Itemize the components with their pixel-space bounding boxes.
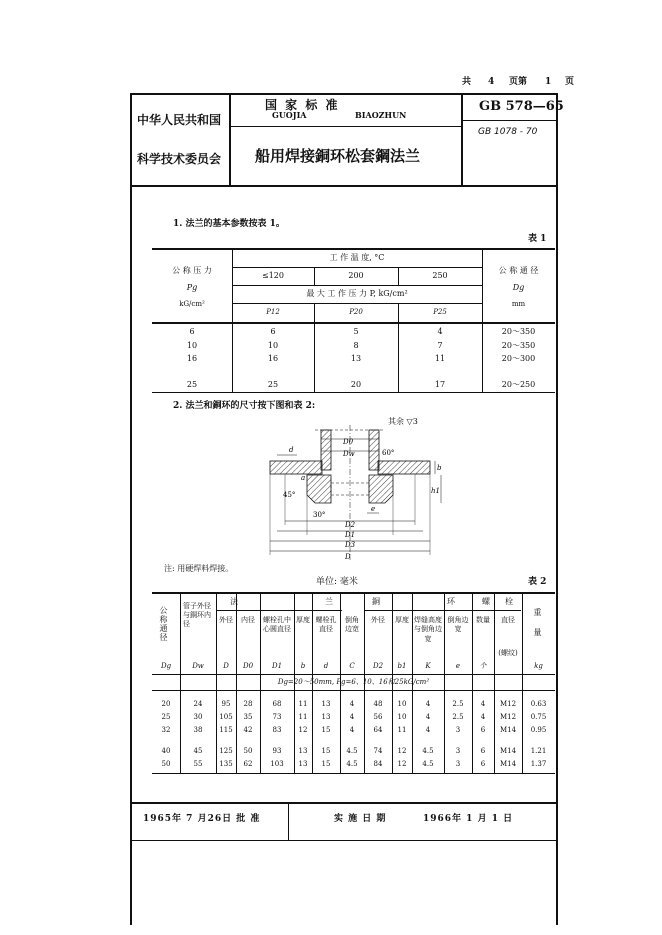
col-symbol: D (223, 662, 229, 670)
effective-label: 实 施 日 期 (334, 814, 387, 824)
table-cell: 0.95 (530, 726, 547, 734)
table-cell: 20～350 (501, 341, 536, 350)
page-num: 1 (545, 77, 552, 87)
table-cell: 25 (161, 713, 171, 721)
t1-temp-200: 200 (348, 271, 364, 280)
header-bottom (130, 185, 558, 187)
table-cell: 13 (298, 760, 308, 768)
table-cell: 3 (455, 760, 461, 768)
table-cell: 20 (161, 700, 171, 708)
table-cell: 11 (298, 700, 308, 708)
table-cell: 38 (193, 726, 203, 734)
dim-30: 30° (313, 511, 326, 519)
std-code: GB 578—65 (479, 99, 564, 114)
col-symbol: Dg (160, 662, 172, 670)
table-cell: 4 (480, 713, 486, 721)
table-cell: 50 (243, 747, 253, 755)
dim-d: d (289, 446, 294, 454)
col-symbol: d (323, 662, 329, 670)
table-cell: 4.5 (346, 760, 358, 768)
table-cell: 17 (434, 380, 446, 389)
t1-p25: P25 (433, 308, 447, 316)
table-cell: 4 (349, 700, 355, 708)
table-cell: 4 (349, 726, 355, 734)
t1-temp-250: 250 (432, 271, 448, 280)
table-cell: 73 (272, 713, 282, 721)
table-cell: 16 (267, 354, 279, 363)
table-cell: 55 (193, 760, 203, 768)
effective-date: 1966年 1 月 1 日 (423, 814, 514, 824)
table-cell: 56 (373, 713, 383, 721)
frame-right (556, 93, 558, 925)
table-cell: 6 (480, 726, 486, 734)
table-cell: 2.5 (452, 700, 464, 708)
t1-max-pressure: 最 大 工 作 压 力 P, kG/cm² (306, 289, 408, 298)
table-cell: 15 (321, 747, 331, 755)
table-cell: 16 (186, 354, 198, 363)
col-nominal: 公称通径 (159, 606, 168, 642)
table-cell: 64 (373, 726, 383, 734)
dim-b: b (437, 464, 442, 472)
col-symbol: b (300, 662, 306, 670)
org-line1: 中华人民共和国 (137, 113, 222, 127)
col-label: 内径 (241, 616, 255, 624)
t1-p12: P12 (266, 308, 280, 316)
col-label: 螺栓孔中心圆直径 (263, 616, 291, 634)
flange-drawing (255, 425, 445, 565)
col-weight: 重量 (533, 608, 542, 648)
col-symbol: D2 (372, 662, 384, 670)
table-cell: 125 (219, 747, 233, 755)
dim-D3: D3 (345, 541, 356, 549)
dim-D2: D2 (345, 521, 356, 529)
table-cell: 13 (321, 700, 331, 708)
table-cell: 84 (373, 760, 383, 768)
table-cell: 3 (455, 747, 461, 755)
table-cell: 28 (243, 700, 253, 708)
dim-h1: h1 (431, 487, 440, 495)
total-num: 4 (488, 77, 495, 87)
table-cell: 74 (373, 747, 383, 755)
table-cell: 42 (243, 726, 253, 734)
col-symbol: Dw (192, 662, 204, 670)
group-header: 螺 (482, 597, 490, 606)
frame-left (130, 93, 132, 925)
col-label: 厚度 (395, 616, 409, 624)
org-line2: 科学技术委员会 (137, 152, 222, 166)
code-hline (463, 120, 556, 121)
std-type-cn: 国 家 标 准 (265, 98, 340, 112)
col-label: 外径 (371, 616, 385, 624)
page-suffix: 页 (565, 77, 575, 87)
col-label: 焊缝高度与倒角边宽 (414, 616, 442, 643)
table-cell: 15 (321, 726, 331, 734)
dim-45: 45° (283, 491, 296, 499)
table-cell: 4 (425, 726, 431, 734)
table-cell: 13 (298, 747, 308, 755)
table-cell: 12 (298, 726, 308, 734)
table1-label: 表 1 (528, 234, 547, 244)
table-cell: 13 (321, 713, 331, 721)
table-cell: 103 (270, 760, 284, 768)
table2-label: 表 2 (528, 577, 547, 587)
table-cell: 24 (193, 700, 203, 708)
col-label: 螺栓孔直径 (315, 616, 337, 634)
col-label: 厚度 (296, 616, 310, 624)
t1-nd-unit: mm (511, 300, 526, 308)
table-cell: 8 (353, 341, 359, 350)
col-label: 倒角边宽 (447, 616, 469, 634)
table-cell: M12 (499, 713, 517, 721)
table-cell: 1.21 (530, 747, 547, 755)
page-label: 页第 (509, 77, 528, 87)
surface-finish: 其余 ▽3 (388, 417, 418, 426)
table-cell: M14 (499, 747, 517, 755)
table-cell: 50 (161, 760, 171, 768)
group-header: 兰 (325, 597, 333, 606)
table-cell: 0.63 (530, 700, 547, 708)
col-label: 倒角边宽 (345, 616, 359, 634)
table-cell: 115 (219, 726, 233, 734)
footer-top (130, 802, 558, 804)
table-cell: 6 (480, 747, 486, 755)
table-cell: 2.5 (452, 713, 464, 721)
frame-top (130, 93, 558, 95)
t1-np-label: 公 称 压 力 (172, 266, 212, 275)
header-div2 (461, 93, 463, 187)
table-cell: 20 (350, 380, 362, 389)
footer-div (288, 802, 289, 840)
table-cell: 95 (221, 700, 231, 708)
table-cell: 11 (434, 354, 446, 363)
t2-condition: Dg=20～50mm, Pg=6、10、16和25kG/cm² (277, 678, 430, 686)
t1-nd-label: 公 称 通 径 (498, 266, 539, 275)
table-cell: 35 (243, 713, 253, 721)
table-cell: 11 (298, 713, 308, 721)
dim-D1: D1 (345, 531, 356, 539)
table-cell: 45 (193, 747, 203, 755)
dim-D0: D0 (343, 438, 354, 446)
col-pipe: 管子外径与銅环内径 (183, 602, 211, 629)
table-cell: 10 (186, 341, 198, 350)
col-symbol: e (455, 662, 461, 670)
col-label: 数量 (476, 616, 490, 624)
table-cell: 20～250 (501, 380, 536, 389)
group-header: 环 (447, 597, 455, 606)
col-symbol: D1 (271, 662, 283, 670)
table-cell: 4 (437, 327, 443, 336)
dim-Dw: Dw (343, 450, 355, 458)
table-cell: 32 (161, 726, 171, 734)
total-label: 共 (462, 77, 472, 87)
table-cell: 1.37 (530, 760, 547, 768)
table-cell: 12 (397, 747, 407, 755)
table-cell: 11 (397, 726, 407, 734)
handwritten-ref: GB 1078 - 70 (478, 127, 538, 137)
col-symbol: kg (534, 662, 543, 670)
table-cell: 20～350 (501, 327, 536, 336)
table-cell: 25 (267, 380, 279, 389)
table-cell: 3 (455, 726, 461, 734)
table-cell: 40 (161, 747, 171, 755)
col-symbol: b1 (397, 662, 407, 670)
dim-e: e (371, 505, 376, 513)
dim-a: a (301, 474, 306, 482)
table-cell: 48 (373, 700, 383, 708)
table-cell: 83 (272, 726, 282, 734)
t1-np-unit: kG/cm² (179, 300, 205, 308)
table-cell: M14 (499, 760, 517, 768)
page-title: 船用焊接銅环松套鋼法兰 (255, 147, 421, 165)
t1-nd-symbol: Dg (512, 283, 525, 292)
t1-work-temp: 工 作 温 度, °C (329, 253, 385, 262)
table-cell: 25 (186, 380, 198, 389)
note-text: 注: 用硬焊料焊接。 (164, 564, 234, 573)
table-cell: 6 (189, 327, 195, 336)
section2-text: 2. 法兰和銅环的尺寸按下图和表 2: (173, 401, 316, 411)
table-cell: 4 (480, 700, 486, 708)
table-cell: 4 (425, 713, 431, 721)
table-cell: 4 (425, 700, 431, 708)
table-cell: 93 (272, 747, 282, 755)
col-symbol: C (349, 662, 355, 670)
col-symbol: K (425, 662, 431, 670)
t1-temp-120: ≤120 (262, 271, 284, 280)
footer-bottom (130, 840, 558, 841)
dim-60: 60° (382, 449, 395, 457)
dim-D: D (345, 553, 351, 561)
table-cell: 10 (267, 341, 279, 350)
table-cell: 105 (219, 713, 233, 721)
table-cell: M14 (499, 726, 517, 734)
col-bolt-thread: (螺纹) (498, 649, 518, 657)
table-cell: 4.5 (422, 760, 434, 768)
table-cell: 10 (397, 700, 407, 708)
approved-date: 1965年 7 月26日 批 准 (143, 814, 261, 824)
table-cell: 68 (272, 700, 282, 708)
table-cell: 4 (349, 713, 355, 721)
table-cell: 6 (480, 760, 486, 768)
table-cell: 10 (397, 713, 407, 721)
table-cell: M12 (499, 700, 517, 708)
t1-p20: P20 (349, 308, 363, 316)
table-cell: 12 (397, 760, 407, 768)
table-cell: 4.5 (422, 747, 434, 755)
table-cell: 62 (243, 760, 253, 768)
col-symbol: D0 (242, 662, 254, 670)
table-cell: 0.75 (530, 713, 547, 721)
group-header: 銅 (372, 597, 380, 606)
table-cell: 5 (353, 327, 359, 336)
t1-np-symbol: Pg (186, 283, 198, 292)
table-cell: 20～300 (501, 354, 536, 363)
table-cell: 135 (219, 760, 233, 768)
table-cell: 7 (437, 341, 443, 350)
table-cell: 13 (350, 354, 362, 363)
group-header: 法 (230, 597, 238, 606)
table-cell: 15 (321, 760, 331, 768)
col-label: 外径 (219, 616, 233, 624)
header-hline (231, 126, 461, 127)
table-cell: 30 (193, 713, 203, 721)
table-cell: 6 (270, 327, 276, 336)
std-type-py1: GUOJIA (272, 110, 307, 120)
table-cell: 4.5 (346, 747, 358, 755)
group-header: 栓 (505, 597, 513, 606)
header-div1 (229, 93, 231, 187)
section1-text: 1. 法兰的基本参数按表 1。 (173, 219, 285, 229)
unit-text: 单位: 毫米 (316, 577, 358, 587)
col-symbol: 个 (479, 662, 487, 670)
std-type-py2: BIAOZHUN (355, 110, 407, 120)
col-label: 直径 (501, 616, 515, 624)
